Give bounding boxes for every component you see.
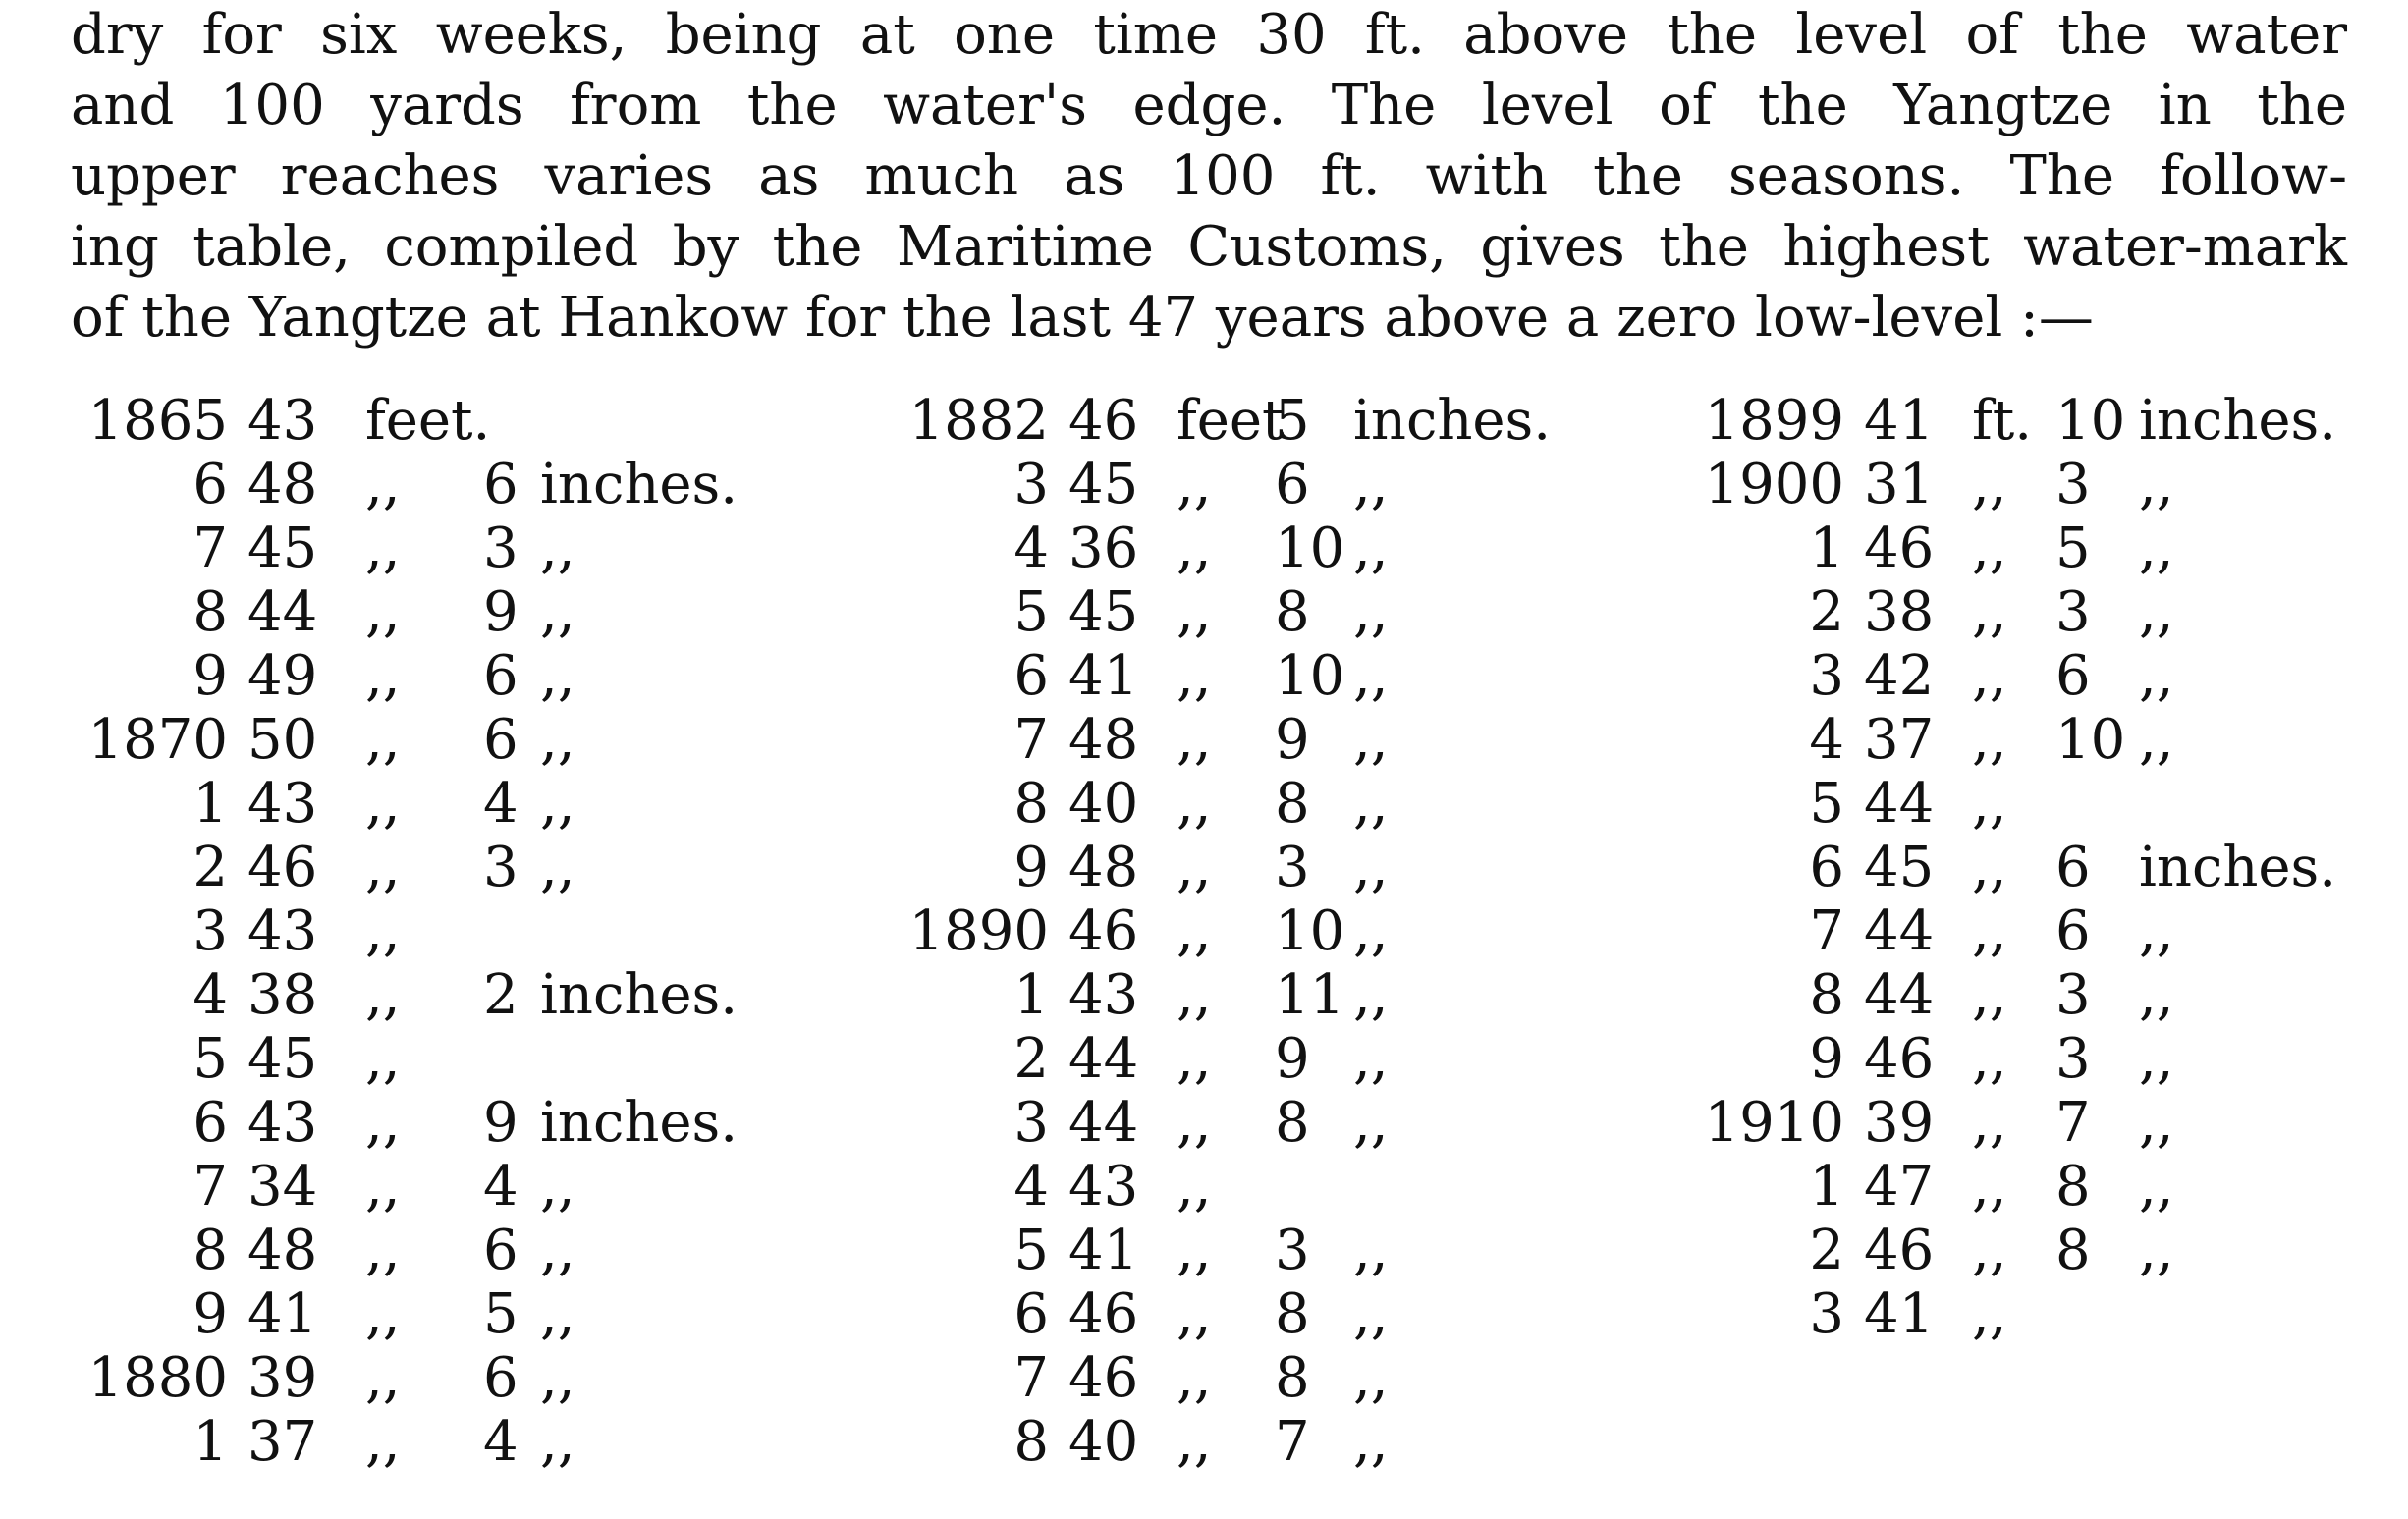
year-cell: 7 (192, 1155, 228, 1219)
feet-cell: 39 (247, 1346, 318, 1410)
year-cell: 5 (192, 1027, 228, 1091)
inches-unit-cell: ,, (540, 1410, 575, 1474)
feet-cell: 43 (247, 1091, 318, 1155)
feet-cell: 46 (1864, 1027, 1935, 1091)
feet-unit-cell: ,, (365, 772, 401, 836)
inches-unit-cell: ,, (1353, 1219, 1389, 1282)
inches-cell: 4 (483, 772, 519, 836)
feet-cell: 41 (1068, 1219, 1139, 1282)
inches-cell: 6 (483, 708, 519, 772)
inches-cell: 3 (483, 836, 519, 899)
feet-cell: 41 (1864, 389, 1935, 453)
feet-unit-cell: ,, (365, 963, 401, 1027)
year-cell: 2 (1809, 580, 1844, 644)
inches-cell: 2 (483, 963, 519, 1027)
inches-cell: 7 (2055, 1091, 2091, 1155)
inches-unit-cell: ,, (540, 708, 575, 772)
feet-cell: 44 (247, 580, 318, 644)
feet-unit-cell: ,, (1972, 899, 2007, 963)
inches-cell: 3 (2055, 1027, 2091, 1091)
inches-cell: 6 (483, 453, 519, 516)
inches-unit-cell: ,, (540, 1219, 575, 1282)
year-cell: 8 (1013, 772, 1049, 836)
inches-unit-cell: ,, (2139, 516, 2174, 580)
inches-unit-cell: ,, (540, 836, 575, 899)
feet-cell: 46 (1864, 1219, 1935, 1282)
feet-cell: 48 (1068, 836, 1139, 899)
inches-unit-cell: ,, (2139, 1219, 2174, 1282)
inches-unit-cell: ,, (2139, 644, 2174, 708)
feet-cell: 50 (247, 708, 318, 772)
inches-cell: 10 (2055, 708, 2126, 772)
inches-unit-cell: ,, (1353, 708, 1389, 772)
feet-cell: 41 (1068, 644, 1139, 708)
year-cell: 2 (1809, 1219, 1844, 1282)
inches-unit-cell: inches. (540, 1091, 739, 1155)
inches-unit-cell: ,, (540, 772, 575, 836)
inches-unit-cell: ,, (540, 1346, 575, 1410)
feet-unit-cell: ,, (1177, 1410, 1212, 1474)
inches-unit-cell: ,, (1353, 580, 1389, 644)
year-cell: 1882 (908, 389, 1049, 453)
feet-unit-cell: ,, (365, 580, 401, 644)
feet-unit-cell: ,, (1177, 708, 1212, 772)
year-cell: 3 (192, 899, 228, 963)
inches-cell: 8 (2055, 1219, 2091, 1282)
inches-unit-cell: inches. (2139, 389, 2337, 453)
feet-cell: 31 (1864, 453, 1935, 516)
feet-unit-cell: ,, (365, 1219, 401, 1282)
feet-cell: 48 (247, 453, 318, 516)
paragraph-line: ing table, compiled by the Maritime Customs, gives the highest water-mark (71, 215, 2347, 279)
year-cell: 1 (192, 1410, 228, 1474)
paragraph-line: and 100 yards from the water's edge. The level of the Yangtze in the (71, 74, 2347, 137)
year-cell: 6 (192, 453, 228, 516)
feet-cell: 34 (247, 1155, 318, 1219)
year-cell: 5 (1809, 772, 1844, 836)
inches-cell: 8 (1275, 580, 1310, 644)
inches-cell: 11 (1275, 963, 1345, 1027)
inches-unit-cell: ,, (540, 1155, 575, 1219)
inches-unit-cell: ,, (2139, 963, 2174, 1027)
feet-unit-cell: ,, (1972, 644, 2007, 708)
feet-unit-cell: ,, (365, 516, 401, 580)
feet-cell: 36 (1068, 516, 1139, 580)
feet-cell: 46 (1068, 899, 1139, 963)
feet-cell: 40 (1068, 772, 1139, 836)
feet-unit-cell: ,, (1177, 453, 1212, 516)
year-cell: 1 (1809, 516, 1844, 580)
inches-unit-cell: ,, (1353, 772, 1389, 836)
feet-unit-cell: ,, (1972, 453, 2007, 516)
feet-unit-cell: ,, (365, 1346, 401, 1410)
feet-unit-cell: ,, (1972, 1155, 2007, 1219)
inches-cell: 7 (1275, 1410, 1310, 1474)
feet-cell: 44 (1068, 1091, 1139, 1155)
inches-unit-cell: ,, (2139, 1155, 2174, 1219)
feet-cell: 38 (1864, 580, 1935, 644)
feet-unit-cell: feet. (365, 389, 491, 453)
feet-unit-cell: ,, (1177, 580, 1212, 644)
inches-unit-cell: ,, (2139, 899, 2174, 963)
inches-cell: 8 (1275, 1282, 1310, 1346)
feet-cell: 45 (1068, 580, 1139, 644)
inches-unit-cell: ,, (2139, 1091, 2174, 1155)
year-cell: 3 (1013, 1091, 1049, 1155)
paragraph-line: upper reaches varies as much as 100 ft. with the seasons. The follow- (71, 144, 2347, 208)
feet-unit-cell: ,, (365, 1410, 401, 1474)
year-cell: 8 (192, 1219, 228, 1282)
year-cell: 6 (192, 1091, 228, 1155)
feet-unit-cell: ,, (1177, 516, 1212, 580)
feet-unit-cell: ,, (1972, 1091, 2007, 1155)
inches-cell: 8 (1275, 772, 1310, 836)
feet-unit-cell: ,, (1972, 963, 2007, 1027)
inches-unit-cell: ,, (540, 516, 575, 580)
feet-cell: 44 (1864, 772, 1935, 836)
year-cell: 1910 (1704, 1091, 1844, 1155)
inches-cell: 8 (1275, 1091, 1310, 1155)
body-paragraph (71, 0, 2347, 353)
feet-cell: 46 (1068, 1346, 1139, 1410)
year-cell: 7 (1809, 899, 1844, 963)
feet-cell: 41 (1864, 1282, 1935, 1346)
feet-unit-cell: ,, (365, 644, 401, 708)
feet-cell: 45 (247, 516, 318, 580)
inches-cell: 3 (1275, 1219, 1310, 1282)
inches-unit-cell: ,, (540, 580, 575, 644)
inches-unit-cell: ,, (1353, 1346, 1389, 1410)
feet-unit-cell: ,, (1177, 963, 1212, 1027)
inches-unit-cell: ,, (2139, 708, 2174, 772)
feet-cell: 47 (1864, 1155, 1935, 1219)
year-cell: 1900 (1704, 453, 1844, 516)
inches-cell: 9 (1275, 708, 1310, 772)
feet-cell: 37 (1864, 708, 1935, 772)
year-cell: 3 (1809, 644, 1844, 708)
feet-unit-cell: ,, (1972, 836, 2007, 899)
feet-unit-cell: ,, (1177, 1346, 1212, 1410)
year-cell: 1 (1809, 1155, 1844, 1219)
year-cell: 7 (192, 516, 228, 580)
feet-unit-cell: ,, (365, 1027, 401, 1091)
feet-cell: 46 (247, 836, 318, 899)
feet-cell: 43 (247, 389, 318, 453)
feet-cell: 44 (1068, 1027, 1139, 1091)
year-cell: 1890 (908, 899, 1049, 963)
feet-unit-cell: ,, (1972, 1027, 2007, 1091)
year-cell: 9 (1013, 836, 1049, 899)
inches-unit-cell: ,, (1353, 899, 1389, 963)
inches-unit-cell: ,, (540, 1282, 575, 1346)
feet-unit-cell: ,, (1972, 580, 2007, 644)
feet-unit-cell: ,, (1177, 644, 1212, 708)
feet-cell: 37 (247, 1410, 318, 1474)
inches-unit-cell: ,, (2139, 580, 2174, 644)
paragraph-line: of the Yangtze at Hankow for the last 47 years above a zero low-level :— (71, 286, 2094, 350)
inches-cell: 9 (483, 580, 519, 644)
feet-cell: 44 (1864, 899, 1935, 963)
inches-cell: 10 (1275, 899, 1345, 963)
feet-unit-cell: ,, (1177, 772, 1212, 836)
inches-cell: 6 (483, 1346, 519, 1410)
inches-unit-cell: ,, (1353, 1282, 1389, 1346)
year-cell: 1 (192, 772, 228, 836)
inches-cell: 9 (483, 1091, 519, 1155)
feet-unit-cell: ,, (365, 1282, 401, 1346)
feet-unit-cell: ,, (1972, 516, 2007, 580)
inches-cell: 5 (483, 1282, 519, 1346)
year-cell: 2 (1013, 1027, 1049, 1091)
inches-unit-cell: ,, (1353, 516, 1389, 580)
feet-unit-cell: ,, (1177, 1155, 1212, 1219)
feet-cell: 43 (1068, 963, 1139, 1027)
inches-cell: 5 (2055, 516, 2091, 580)
inches-cell: 4 (483, 1410, 519, 1474)
inches-unit-cell: ,, (540, 644, 575, 708)
feet-unit-cell: ,, (365, 453, 401, 516)
year-cell: 2 (192, 836, 228, 899)
inches-unit-cell: ,, (1353, 453, 1389, 516)
feet-cell: 38 (247, 963, 318, 1027)
feet-unit-cell: ,, (365, 899, 401, 963)
year-cell: 8 (1809, 963, 1844, 1027)
year-cell: 4 (1809, 708, 1844, 772)
year-cell: 9 (192, 644, 228, 708)
inches-unit-cell: ,, (1353, 1091, 1389, 1155)
inches-unit-cell: ,, (1353, 1410, 1389, 1474)
inches-cell: 10 (1275, 644, 1345, 708)
feet-unit-cell: ,, (1972, 1219, 2007, 1282)
inches-cell: 9 (1275, 1027, 1310, 1091)
feet-unit-cell: ,, (1972, 708, 2007, 772)
feet-unit-cell: ,, (1177, 899, 1212, 963)
inches-cell: 6 (483, 1219, 519, 1282)
feet-unit-cell: ,, (365, 1091, 401, 1155)
feet-cell: 39 (1864, 1091, 1935, 1155)
year-cell: 6 (1809, 836, 1844, 899)
year-cell: 6 (1013, 644, 1049, 708)
inches-unit-cell: ,, (2139, 1027, 2174, 1091)
inches-cell: 8 (2055, 1155, 2091, 1219)
feet-cell: 42 (1864, 644, 1935, 708)
feet-cell: 40 (1068, 1410, 1139, 1474)
inches-unit-cell: ,, (1353, 836, 1389, 899)
inches-unit-cell: inches. (540, 963, 739, 1027)
year-cell: 1865 (87, 389, 228, 453)
feet-unit-cell: ,, (365, 836, 401, 899)
year-cell: 4 (192, 963, 228, 1027)
year-cell: 3 (1809, 1282, 1844, 1346)
year-cell: 7 (1013, 708, 1049, 772)
feet-cell: 45 (1068, 453, 1139, 516)
inches-cell: 6 (2055, 899, 2091, 963)
inches-cell: 3 (2055, 453, 2091, 516)
inches-unit-cell: ,, (1353, 644, 1389, 708)
feet-cell: 48 (247, 1219, 318, 1282)
inches-cell: 6 (1275, 453, 1310, 516)
feet-cell: 43 (247, 772, 318, 836)
feet-unit-cell: ,, (1177, 1027, 1212, 1091)
inches-cell: 6 (483, 644, 519, 708)
inches-cell: 4 (483, 1155, 519, 1219)
feet-unit-cell: ,, (1972, 772, 2007, 836)
inches-cell: 8 (1275, 1346, 1310, 1410)
inches-cell: 10 (1275, 516, 1345, 580)
feet-cell: 46 (1068, 389, 1139, 453)
inches-cell: 3 (483, 516, 519, 580)
inches-cell: 3 (2055, 963, 2091, 1027)
inches-cell: 6 (2055, 644, 2091, 708)
feet-cell: 49 (247, 644, 318, 708)
feet-unit-cell: ,, (1177, 1091, 1212, 1155)
inches-unit-cell: ,, (1353, 1027, 1389, 1091)
year-cell: 5 (1013, 1219, 1049, 1282)
inches-cell: 3 (2055, 580, 2091, 644)
feet-unit-cell: ,, (1177, 1219, 1212, 1282)
inches-unit-cell: inches. (1353, 389, 1552, 453)
feet-unit-cell: ,, (1177, 836, 1212, 899)
inches-cell: 6 (2055, 836, 2091, 899)
year-cell: 1870 (87, 708, 228, 772)
year-cell: 9 (192, 1282, 228, 1346)
inches-cell: 3 (1275, 836, 1310, 899)
year-cell: 3 (1013, 453, 1049, 516)
feet-cell: 46 (1864, 516, 1935, 580)
year-cell: 1899 (1704, 389, 1844, 453)
feet-unit-cell: ,, (365, 1155, 401, 1219)
year-cell: 9 (1809, 1027, 1844, 1091)
feet-unit-cell: feet (1177, 389, 1285, 453)
feet-cell: 44 (1864, 963, 1935, 1027)
year-cell: 4 (1013, 1155, 1049, 1219)
inches-unit-cell: ,, (1353, 963, 1389, 1027)
paragraph-line: dry for six weeks, being at one time 30 ft. above the level of the water (71, 3, 2347, 67)
feet-unit-cell: ,, (1177, 1282, 1212, 1346)
feet-cell: 43 (1068, 1155, 1139, 1219)
inches-unit-cell: ,, (2139, 453, 2174, 516)
inches-cell: 5 (1275, 389, 1310, 453)
feet-cell: 41 (247, 1282, 318, 1346)
year-cell: 8 (1013, 1410, 1049, 1474)
year-cell: 1 (1013, 963, 1049, 1027)
feet-unit-cell: ft. (1972, 389, 2033, 453)
year-cell: 4 (1013, 516, 1049, 580)
inches-unit-cell: inches. (2139, 836, 2337, 899)
year-cell: 7 (1013, 1346, 1049, 1410)
year-cell: 1880 (87, 1346, 228, 1410)
feet-unit-cell: ,, (365, 708, 401, 772)
inches-cell: 10 (2055, 389, 2126, 453)
year-cell: 8 (192, 580, 228, 644)
feet-cell: 45 (247, 1027, 318, 1091)
year-cell: 5 (1013, 580, 1049, 644)
inches-unit-cell: inches. (540, 453, 739, 516)
feet-cell: 48 (1068, 708, 1139, 772)
year-cell: 6 (1013, 1282, 1049, 1346)
feet-cell: 46 (1068, 1282, 1139, 1346)
feet-cell: 45 (1864, 836, 1935, 899)
feet-cell: 43 (247, 899, 318, 963)
feet-unit-cell: ,, (1972, 1282, 2007, 1346)
